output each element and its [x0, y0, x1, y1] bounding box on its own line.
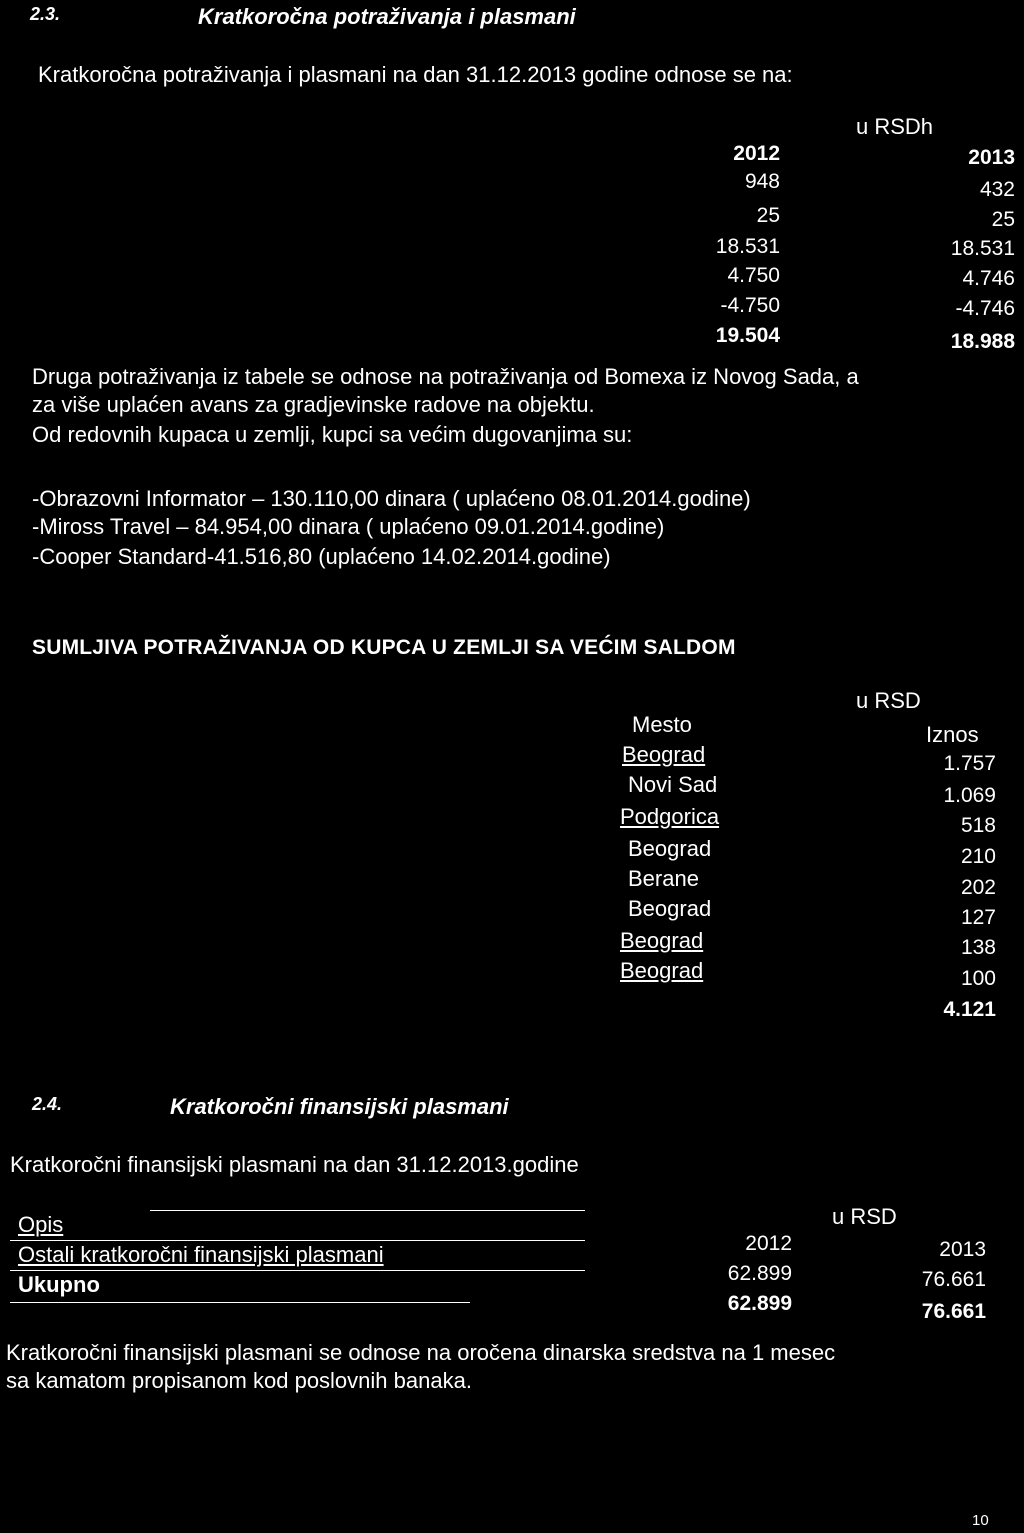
value-2013: 25: [991, 208, 1015, 231]
table-row-mesto: Beograd: [628, 836, 712, 861]
table-row-mesto: Berane: [628, 866, 699, 891]
value-2012: 18.531: [715, 235, 780, 258]
table-row-mesto: Podgorica: [620, 804, 720, 829]
col-iznos-header: Iznos: [926, 722, 979, 747]
total-2013: 18.988: [950, 330, 1015, 353]
value-2013: -4.746: [955, 297, 1015, 320]
section-2-4-intro: Kratkoročni finansijski plasmani na dan 31.12.2013.godine: [10, 1152, 579, 1177]
table-row-mesto: Beograd: [620, 958, 704, 983]
row-2012: 62.899: [727, 1262, 792, 1285]
table-row-mesto: Beograd: [620, 928, 704, 953]
col-2012-header: 2012: [733, 142, 780, 165]
table-row-iznos: 210: [960, 845, 996, 868]
value-2013: 4.746: [962, 267, 1015, 290]
section-number-2-4: 2.4.: [32, 1094, 63, 1114]
debtor-line: -Cooper Standard-41.516,80 (uplaćeno 14.02.2014.godine): [32, 544, 611, 569]
table-row-iznos: 518: [960, 814, 996, 837]
table-row-mesto: Beograd: [628, 896, 712, 921]
table-row-iznos: 1.757: [943, 752, 996, 775]
col-2013-header: 2013: [968, 146, 1015, 169]
total-2013: 76.661: [921, 1300, 986, 1323]
section-2-3-intro: Kratkoročna potraživanja i plasmani na dan 31.12.2013 godine odnose se na:: [38, 62, 793, 87]
paragraph-line: Kratkoročni finansijski plasmani se odnose na oročena dinarska sredstva na 1 mesec: [6, 1340, 836, 1365]
suspicious-total: 4.121: [943, 998, 996, 1021]
col-2013-header: 2013: [939, 1238, 986, 1261]
table-row-iznos: 100: [960, 967, 996, 990]
page-number: 10: [972, 1512, 989, 1529]
row-label: Ostali kratkoročni finansijski plasmani: [18, 1242, 384, 1267]
col-2012-header: 2012: [745, 1232, 792, 1255]
paragraph-line: Od redovnih kupaca u zemlji, kupci sa većim dugovanjima su:: [32, 422, 633, 447]
suspicious-unit: u RSD: [856, 688, 921, 713]
table-rule: [10, 1240, 585, 1241]
section-number-2-3: 2.3.: [30, 4, 61, 24]
table-rule: [150, 1210, 585, 1211]
table-row-mesto: Novi Sad: [628, 772, 718, 797]
suspicious-heading: SUMLJIVA POTRAŽIVANJA OD KUPCA U ZEMLJI SA VEĆIM SALDOM: [32, 636, 736, 659]
table-row-mesto: Beograd: [622, 742, 706, 767]
debtor-line: -Obrazovni Informator – 130.110,00 dinara ( uplaćeno 08.01.2014.godine): [32, 486, 751, 511]
paragraph-line: za više uplaćen avans za gradjevinske radove na objektu.: [32, 392, 595, 417]
table-row-iznos: 127: [960, 906, 996, 929]
total-2012: 19.504: [715, 324, 780, 347]
table-rule: [10, 1302, 470, 1303]
total-label: Ukupno: [18, 1272, 100, 1297]
paragraph-line: sa kamatom propisanom kod poslovnih banaka.: [6, 1368, 472, 1393]
table-row-iznos: 138: [960, 936, 996, 959]
row-2013: 76.661: [921, 1268, 986, 1291]
section-2-4-unit: u RSD: [832, 1204, 897, 1229]
table-rule: [10, 1270, 585, 1271]
value-2013: 432: [979, 178, 1015, 201]
value-2012: 948: [744, 170, 780, 193]
table-row-iznos: 202: [960, 876, 996, 899]
paragraph-line: Druga potraživanja iz tabele se odnose na potraživanja od Bomexa iz Novog Sada, a: [32, 364, 859, 389]
col-opis-header: Opis: [18, 1212, 64, 1237]
value-2013: 18.531: [950, 237, 1015, 260]
value-2012: 4.750: [727, 264, 780, 287]
value-2012: -4.750: [720, 294, 780, 317]
col-mesto-header: Mesto: [632, 712, 692, 737]
total-2012: 62.899: [727, 1292, 792, 1315]
debtor-line: -Miross Travel – 84.954,00 dinara ( uplaćeno 09.01.2014.godine): [32, 514, 665, 539]
section-2-3-unit: u RSDh: [856, 114, 934, 139]
table-row-iznos: 1.069: [943, 784, 996, 807]
section-title-2-3: Kratkoročna potraživanja i plasmani: [198, 4, 576, 29]
section-title-2-4: Kratkoročni finansijski plasmani: [170, 1094, 509, 1119]
value-2012: 25: [756, 204, 780, 227]
